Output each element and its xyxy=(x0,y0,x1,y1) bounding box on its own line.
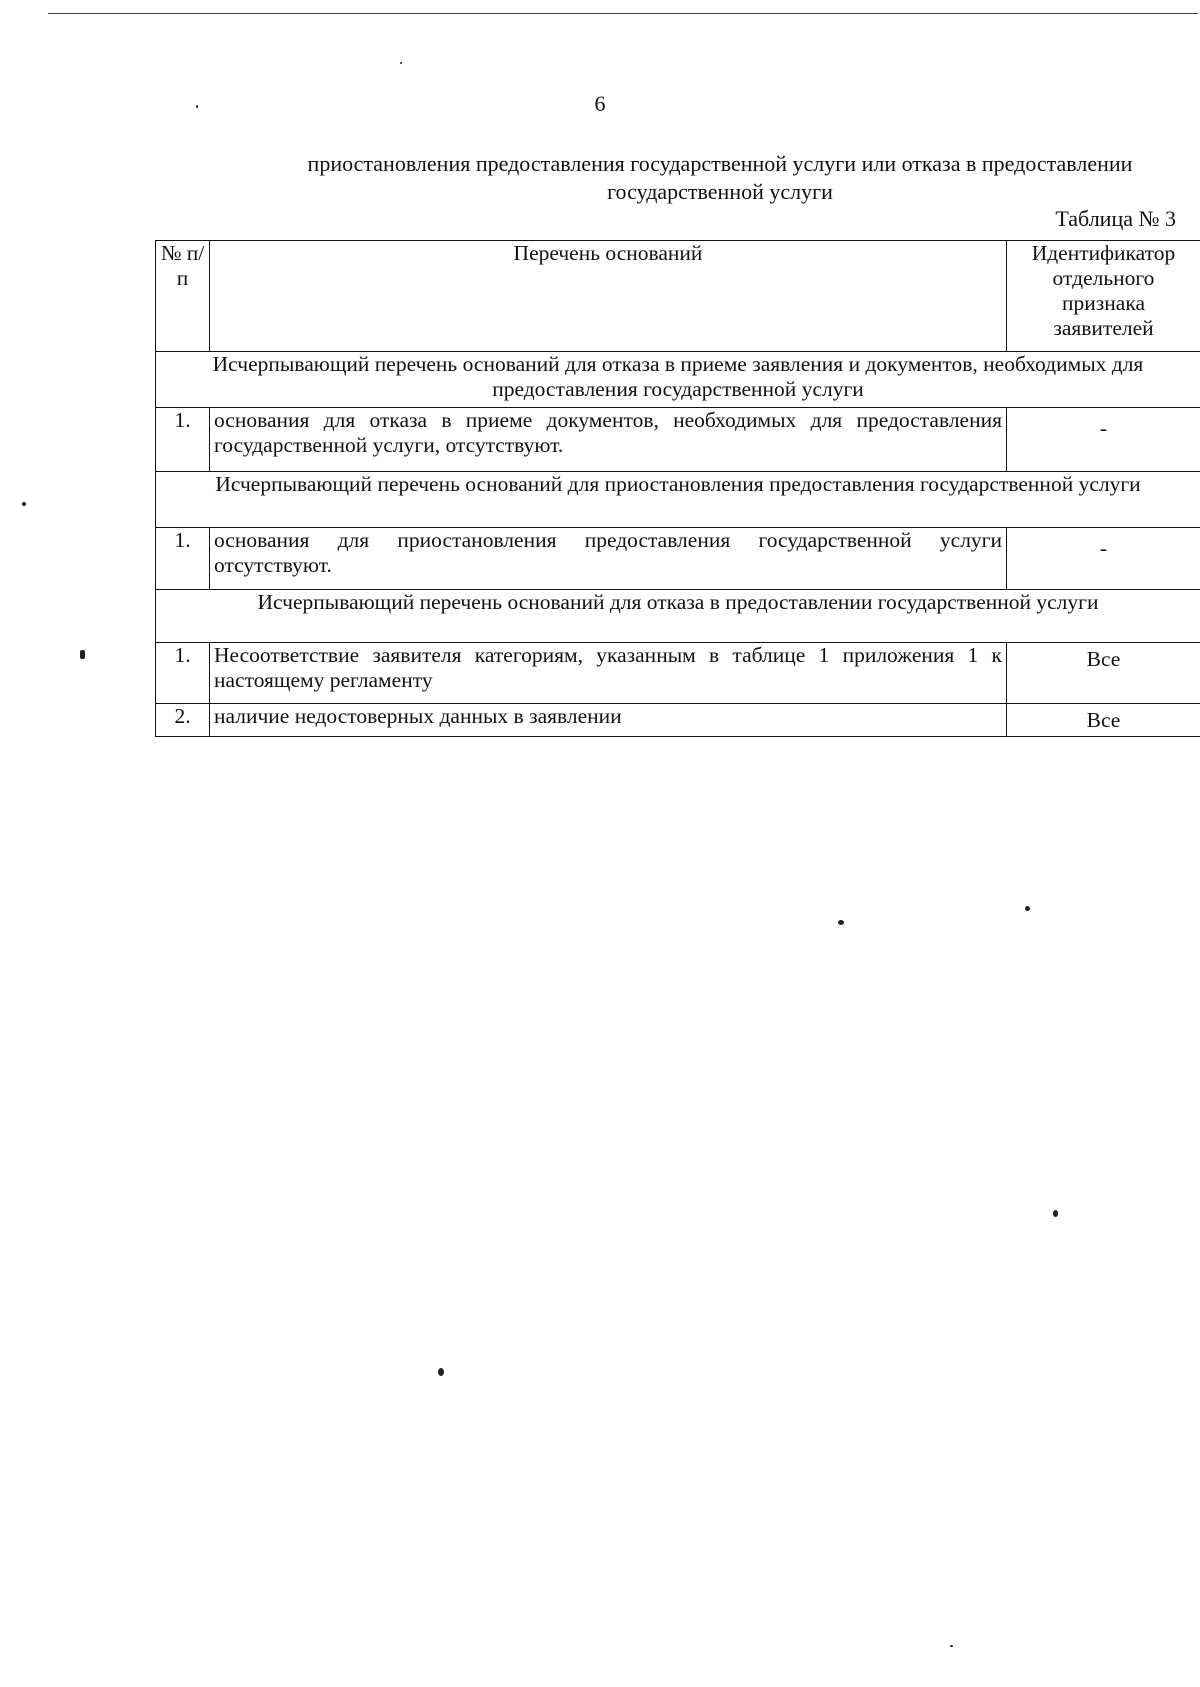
row-identifier: Все xyxy=(1007,704,1200,737)
table-row xyxy=(156,643,1200,704)
section-title: Исчерпывающий перечень оснований для отказа в предоставлении государственной услуги xyxy=(156,590,1200,643)
scan-speck xyxy=(80,650,85,659)
header-identifier: Идентификатор отдельного признака заявителей xyxy=(1007,241,1200,352)
scan-speck xyxy=(1025,906,1030,911)
section-title: Исчерпывающий перечень оснований для приостановления предоставления государственной услуги xyxy=(156,472,1200,528)
scan-speck xyxy=(950,1645,953,1647)
top-rule xyxy=(48,13,1198,14)
row-number: 2. xyxy=(156,704,210,737)
scan-speck xyxy=(1053,1210,1058,1217)
header-number: № п/п xyxy=(156,241,210,352)
row-number: 1. xyxy=(156,643,210,704)
section-row-reception-refusal xyxy=(156,352,1200,408)
section-row-suspension xyxy=(156,472,1200,528)
section-heading: приостановления предоставления государственной услуги или отказа в предоставлении государственной услуги xyxy=(307,151,1133,204)
row-text: Несоответствие заявителя категориям, указанным в таблице 1 приложения 1 к настоящему регламенту xyxy=(210,643,1007,704)
row-number: 1. xyxy=(156,408,210,472)
table-row xyxy=(156,704,1200,737)
section-title: Исчерпывающий перечень оснований для отказа в приеме заявления и документов, необходимых для предоставления государственной услуги xyxy=(156,352,1200,408)
row-identifier: - xyxy=(1007,408,1200,472)
scan-speck xyxy=(400,62,402,64)
table-row xyxy=(156,408,1200,472)
row-number: 1. xyxy=(156,528,210,590)
row-identifier: - xyxy=(1007,528,1200,590)
scan-speck xyxy=(196,105,198,108)
scan-speck xyxy=(438,1368,444,1376)
header-grounds: Перечень оснований xyxy=(210,241,1007,352)
grounds-table xyxy=(155,240,1200,737)
section-row-service-refusal xyxy=(156,590,1200,643)
table-header-row xyxy=(156,241,1200,352)
page-number: 6 xyxy=(594,91,606,116)
row-text: наличие недостоверных данных в заявлении xyxy=(210,704,1007,737)
row-text: основания для отказа в приеме документов, необходимых для предоставления государственной услуги, отсутствуют. xyxy=(210,408,1007,472)
table-row xyxy=(156,528,1200,590)
scan-speck xyxy=(22,502,26,506)
table-label: Таблица № 3 xyxy=(1055,206,1176,231)
row-text: основания для приостановления предоставления государственной услуги отсутствуют. xyxy=(210,528,1007,590)
row-identifier: Все xyxy=(1007,643,1200,704)
scan-speck xyxy=(838,920,844,925)
